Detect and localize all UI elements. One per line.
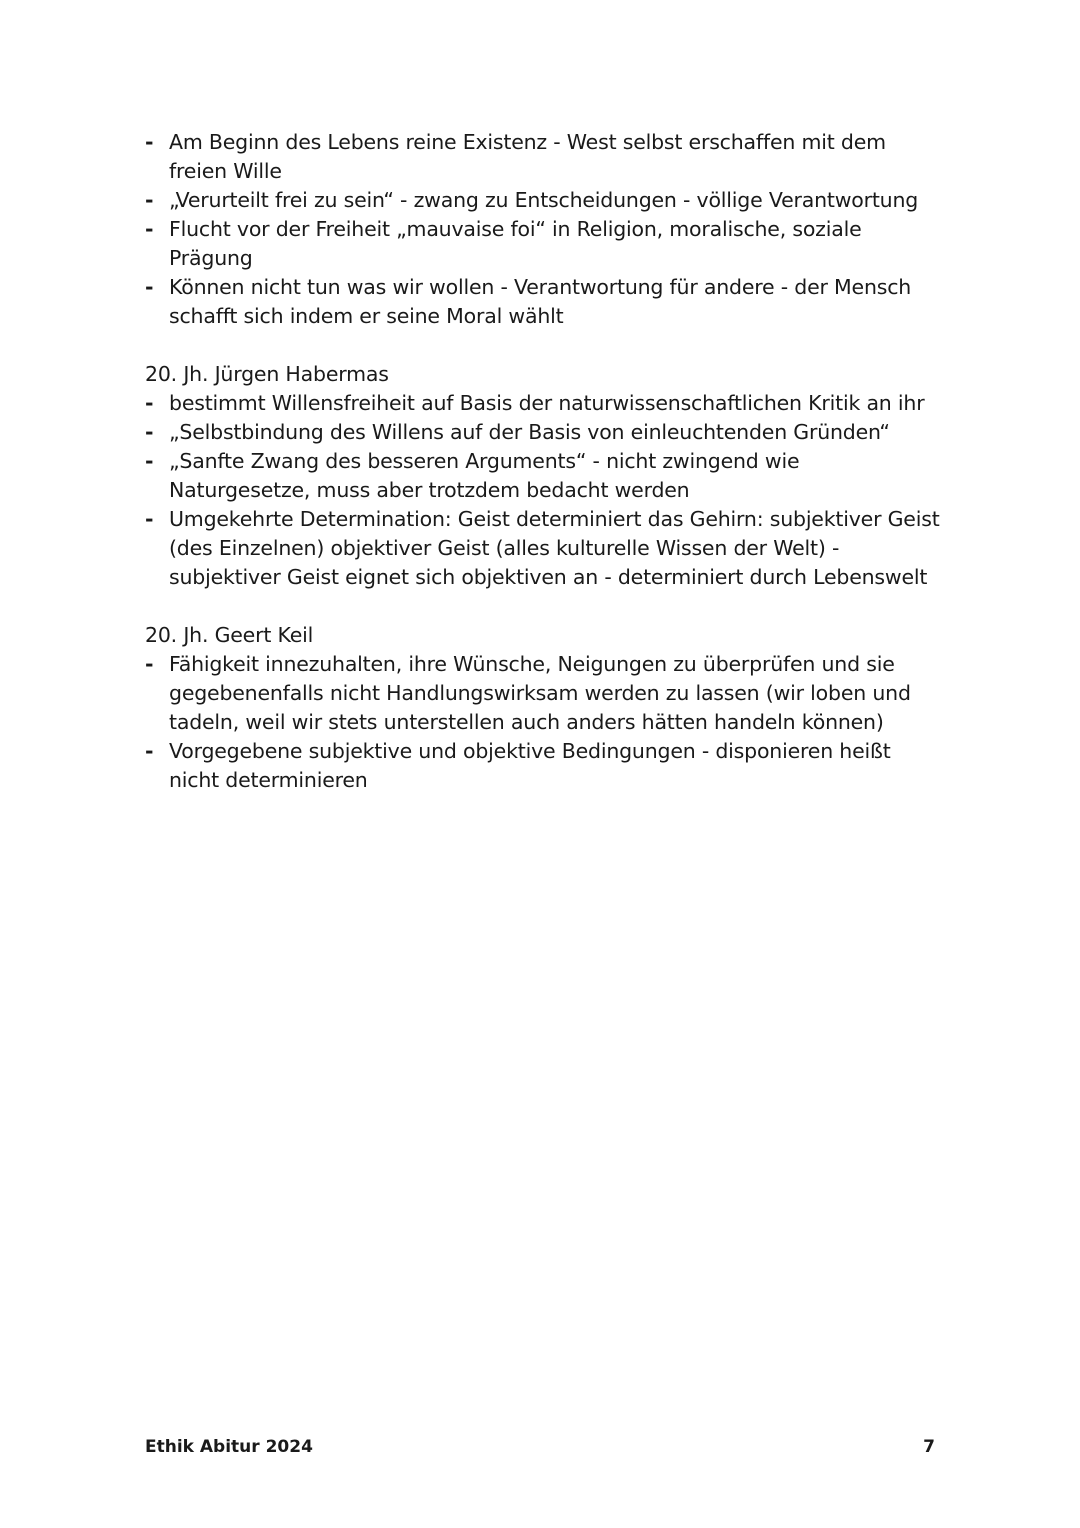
- page-footer: [145, 1437, 935, 1457]
- list-item-text: Flucht vor der Freiheit „mauvaise foi“ in Religion, moralische, soziale Prägung: [169, 217, 862, 270]
- list-item-text: Fähigkeit innezuhalten, ihre Wünsche, Neigungen zu überprüfen und sie gegebenenfalls nicht Handlungswirksam werden zu lassen (wir loben und tadeln, weil wir stets unterstellen auch anders hätten handeln können): [169, 652, 911, 734]
- bullet-dash: -: [145, 449, 154, 473]
- list-item-text: „Selbstbindung des Willens auf der Basis von einleuchtenden Gründen“: [169, 420, 890, 444]
- list-item-text: Können nicht tun was wir wollen - Verantwortung für andere - der Mensch schafft sich indem er seine Moral wählt: [169, 275, 912, 328]
- section-habermas: [145, 360, 945, 592]
- list-item: [145, 389, 945, 418]
- list-item-text: Vorgegebene subjektive und objektive Bedingungen - disponieren heißt nicht determinieren: [169, 739, 891, 792]
- list-item: [145, 650, 945, 737]
- page-number: 7: [923, 1437, 935, 1457]
- list-item: [145, 447, 945, 505]
- list-item-text: „Sanfte Zwang des besseren Arguments“ - nicht zwingend wie Naturgesetze, muss aber trotzdem bedacht werden: [169, 449, 800, 502]
- bullet-dash: -: [145, 391, 154, 415]
- bullet-dash: -: [145, 420, 154, 444]
- section-keil: [145, 621, 945, 795]
- list-item: [145, 128, 945, 186]
- list-item: [145, 505, 945, 592]
- bullet-dash: -: [145, 275, 154, 299]
- bullet-dash: -: [145, 507, 154, 531]
- list-item-text: Umgekehrte Determination: Geist determiniert das Gehirn: subjektiver Geist (des Einzelnen) objektiver Geist (alles kulturelle Wissen der Welt) - subjektiver Geist eignet sich objektiven an - determiniert durch Lebenswelt: [169, 507, 940, 589]
- bullet-dash: -: [145, 739, 154, 763]
- list-item: [145, 418, 945, 447]
- bullet-dash: -: [145, 217, 154, 241]
- list-item: [145, 273, 945, 331]
- list-item: [145, 186, 945, 215]
- bullet-dash: -: [145, 130, 154, 154]
- bullet-list: [145, 389, 945, 592]
- list-item: [145, 215, 945, 273]
- section-sartre: [145, 128, 945, 331]
- section-heading: 20. Jh. Jürgen Habermas: [145, 362, 389, 386]
- bullet-dash: -: [145, 188, 154, 212]
- list-item-text: Am Beginn des Lebens reine Existenz - West selbst erschaffen mit dem freien Wille: [169, 130, 886, 183]
- list-item-text: „Verurteilt frei zu sein“ - zwang zu Entscheidungen - völlige Verantwortung: [169, 188, 919, 212]
- bullet-list: [145, 128, 945, 331]
- list-item: [145, 737, 945, 795]
- document-body: [145, 128, 945, 795]
- footer-title: Ethik Abitur 2024: [145, 1437, 313, 1457]
- bullet-list: [145, 650, 945, 795]
- section-heading: 20. Jh. Geert Keil: [145, 623, 314, 647]
- list-item-text: bestimmt Willensfreiheit auf Basis der naturwissenschaftlichen Kritik an ihr: [169, 391, 925, 415]
- bullet-dash: -: [145, 652, 154, 676]
